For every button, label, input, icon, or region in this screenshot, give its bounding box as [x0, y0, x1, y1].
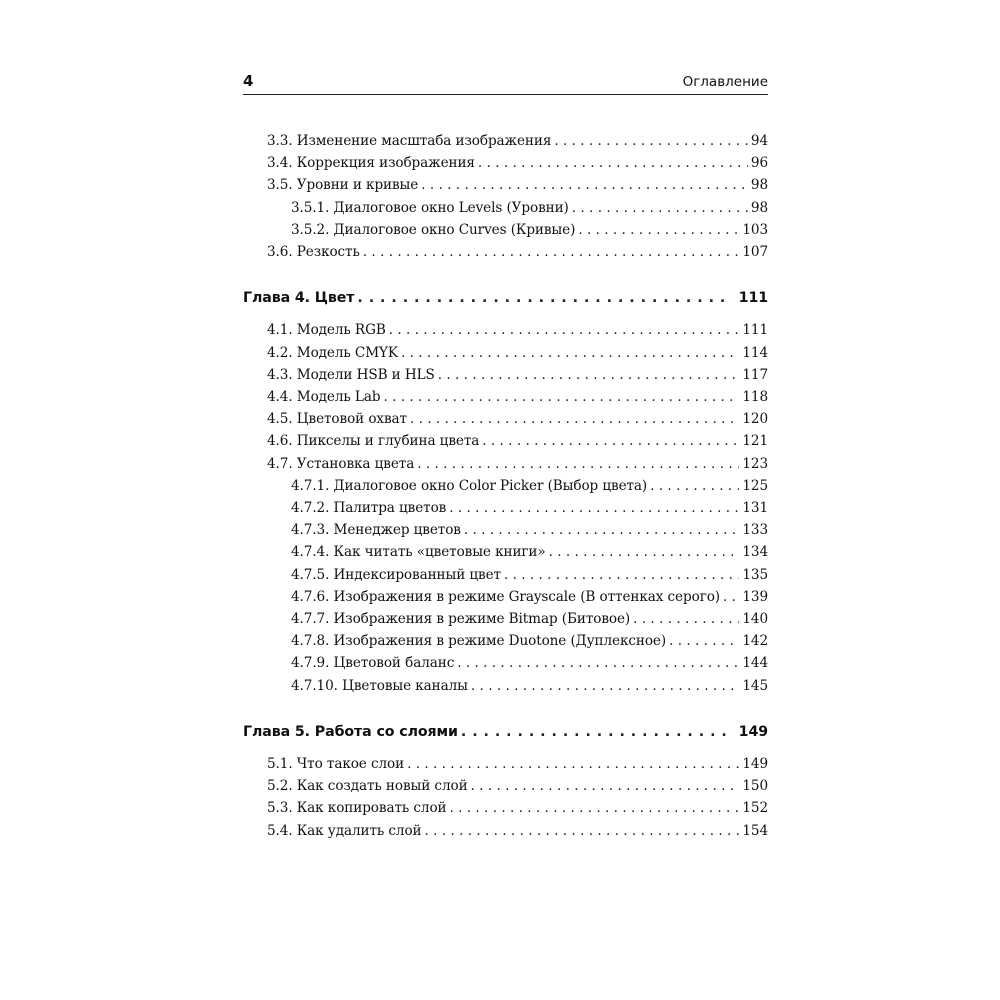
toc-entry-label: 3.5.1. Диалоговое окно Levels (Уровни): [291, 199, 569, 216]
toc-entry-label: 3.5.2. Диалоговое окно Curves (Кривые): [291, 221, 576, 238]
toc-entry[interactable]: [243, 567, 768, 589]
dot-leader: [549, 544, 740, 560]
toc-entry-label: 5.3. Как копировать слой: [267, 800, 447, 817]
document-page: [243, 70, 768, 839]
toc-entry[interactable]: [243, 800, 768, 822]
dot-leader: [410, 411, 739, 427]
toc-entry[interactable]: [243, 200, 768, 222]
toc-entry-label: 4.7.1. Диалоговое окно Color Picker (Выбор цвета): [291, 477, 648, 494]
toc-entry[interactable]: [243, 345, 768, 367]
dot-leader: [650, 478, 739, 494]
toc-entry[interactable]: [243, 778, 768, 800]
dot-leader: [357, 290, 728, 306]
dot-leader: [578, 222, 739, 238]
toc-entry[interactable]: [243, 655, 768, 677]
toc-entry[interactable]: [243, 177, 768, 199]
dot-leader: [572, 200, 748, 216]
toc-entry[interactable]: [243, 500, 768, 522]
dot-leader: [401, 345, 739, 361]
header-title: Оглавление: [682, 74, 768, 90]
toc-entry-page: 118: [742, 389, 768, 405]
dot-leader: [417, 456, 739, 472]
dot-leader: [449, 500, 739, 516]
dot-leader: [407, 756, 739, 772]
dot-leader: [504, 567, 739, 583]
toc-entry[interactable]: [243, 133, 768, 155]
toc-entry[interactable]: [243, 433, 768, 455]
toc-entry[interactable]: [243, 244, 768, 266]
toc-chapter-entry[interactable]: [243, 724, 768, 748]
toc-entry[interactable]: [243, 367, 768, 389]
toc-entry[interactable]: [243, 678, 768, 700]
toc-entry-page: 139: [742, 588, 768, 605]
toc-chapter-label: Глава 4. Цвет: [243, 290, 355, 307]
toc-entry-label: 4.7.10. Цветовые каналы: [291, 677, 468, 694]
toc-entry-page: 135: [742, 566, 768, 583]
toc-entry-page: 142: [742, 633, 768, 650]
dot-leader: [482, 433, 739, 449]
toc-entry[interactable]: [243, 222, 768, 244]
toc-entry-label: 5.1. Что такое слои: [267, 756, 405, 772]
toc-entry-label: 4.7.5. Индексированный цвет: [291, 566, 501, 583]
toc-entry-page: 117: [742, 366, 768, 383]
toc-entry[interactable]: [243, 155, 768, 177]
header-page-number: 4: [243, 72, 254, 90]
toc-entry-page: 114: [742, 344, 768, 361]
toc-entry-page: 133: [742, 522, 768, 539]
toc-entry-page: 154: [742, 822, 768, 839]
dot-leader: [389, 322, 740, 338]
toc-chapter-entry[interactable]: [243, 290, 768, 314]
dot-leader: [478, 155, 748, 171]
toc-entry-label: 3.6. Резкость: [267, 244, 360, 260]
toc-entry-page: 120: [742, 411, 768, 428]
toc-entry-page: 98: [750, 177, 768, 194]
dot-leader: [723, 589, 739, 605]
dot-leader: [633, 611, 739, 627]
toc-chapter-page: 111: [738, 290, 768, 307]
dot-leader: [464, 522, 740, 538]
toc-chapter-label: Глава 5. Работа со слоями: [243, 723, 458, 740]
toc-entry-page: 149: [742, 756, 768, 772]
toc-entry-page: 131: [742, 500, 768, 516]
toc-entry-page: 123: [742, 455, 768, 472]
toc-entry-page: 111: [742, 322, 768, 339]
toc-entry[interactable]: [243, 633, 768, 655]
toc-entry[interactable]: [243, 456, 768, 478]
dot-leader: [471, 678, 739, 694]
toc-entry-label: 4.7.4. Как читать «цветовые книги»: [291, 544, 546, 561]
toc-entry-page: 94: [750, 133, 768, 149]
toc-entry-label: 3.4. Коррекция изображения: [267, 155, 475, 172]
toc-entry[interactable]: [243, 389, 768, 411]
toc-entry[interactable]: [243, 322, 768, 344]
dot-leader: [363, 244, 740, 260]
toc-entry-page: 150: [742, 778, 768, 795]
toc-chapter-page: 149: [738, 723, 768, 740]
toc-entry[interactable]: [243, 589, 768, 611]
toc-entry-page: 125: [742, 477, 768, 494]
dot-leader: [421, 177, 748, 193]
dot-leader: [457, 655, 739, 671]
toc-entry-label: 5.2. Как создать новый слой: [267, 778, 468, 795]
toc-entry[interactable]: [243, 823, 768, 845]
dot-leader: [438, 367, 740, 383]
dot-leader: [471, 778, 740, 794]
toc-entry-page: 98: [750, 199, 768, 216]
dot-leader: [669, 633, 739, 649]
toc-entry[interactable]: [243, 522, 768, 544]
toc-entry-label: 4.1. Модель RGB: [267, 322, 386, 339]
toc-entry-label: 3.3. Изменение масштаба изображения: [267, 133, 552, 149]
toc-entry-page: 152: [742, 800, 768, 817]
toc-entry-page: 145: [742, 677, 768, 694]
dot-leader: [461, 724, 729, 740]
toc-entry-page: 107: [742, 244, 768, 260]
toc-entry-page: 134: [742, 544, 768, 561]
toc-entry[interactable]: [243, 411, 768, 433]
toc-entry-label: 4.3. Модели HSB и HLS: [267, 366, 435, 383]
running-header: [243, 70, 768, 95]
toc-entry-label: 4.7.9. Цветовой баланс: [291, 655, 455, 672]
toc-entry-label: 4.2. Модель CMYK: [267, 344, 398, 361]
toc-entry-label: 4.7. Установка цвета: [267, 455, 415, 472]
toc-entry-label: 4.7.6. Изображения в режиме Grayscale (В оттенках серого): [291, 588, 721, 605]
dot-leader: [554, 133, 748, 149]
toc-entry-label: 5.4. Как удалить слой: [267, 822, 422, 839]
toc-entry-label: 4.7.7. Изображения в режиме Bitmap (Битовое): [291, 611, 631, 627]
dot-leader: [425, 823, 740, 839]
toc-entry-label: 4.4. Модель Lab: [267, 389, 381, 405]
toc-entry-label: 3.5. Уровни и кривые: [267, 177, 419, 194]
toc-entry[interactable]: [243, 478, 768, 500]
toc-entry-label: 4.6. Пикселы и глубина цвета: [267, 433, 480, 450]
toc-entry-label: 4.5. Цветовой охват: [267, 411, 407, 428]
toc-entry[interactable]: [243, 756, 768, 778]
dot-leader: [383, 389, 739, 405]
toc-entry-page: 121: [742, 433, 768, 450]
dot-leader: [449, 800, 739, 816]
toc-entry-page: 103: [742, 221, 768, 238]
toc-entry-page: 144: [742, 655, 768, 672]
toc-entry-label: 4.7.8. Изображения в режиме Duotone (Дуплексное): [291, 633, 667, 650]
toc-entry-page: 96: [750, 155, 768, 172]
toc-entry-label: 4.7.2. Палитра цветов: [291, 500, 447, 516]
toc-entry[interactable]: [243, 544, 768, 566]
toc-entry-label: 4.7.3. Менеджер цветов: [291, 522, 461, 539]
toc-entry[interactable]: [243, 611, 768, 633]
toc-entry-page: 140: [742, 611, 768, 627]
